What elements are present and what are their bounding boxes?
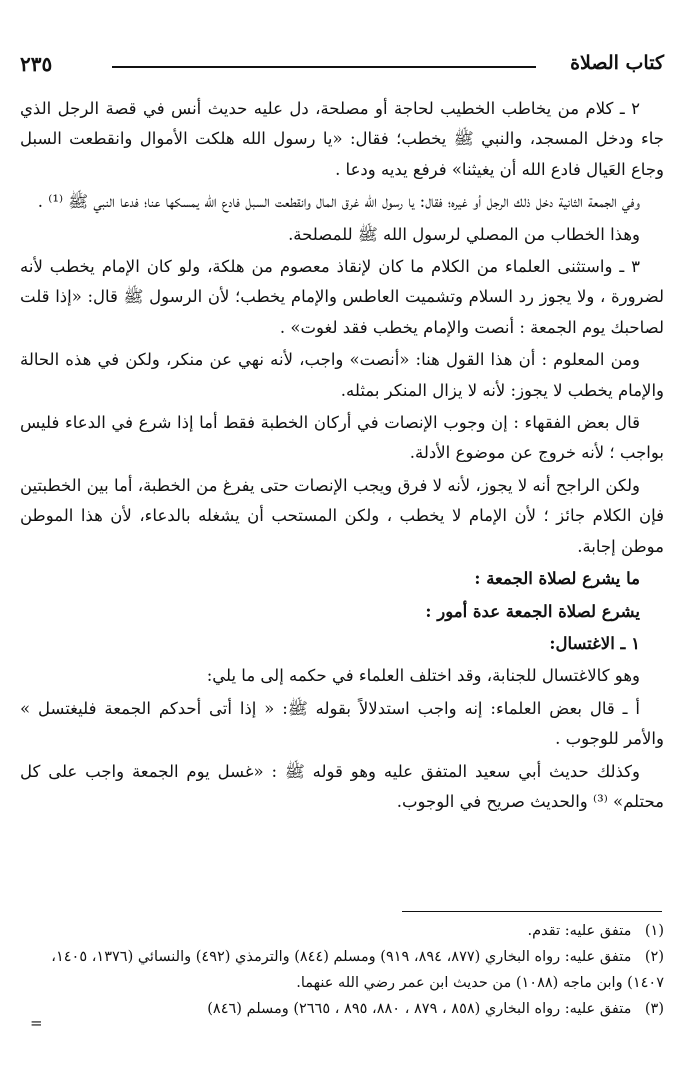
paragraph-2: وفي الجمعة الثانية دخل ذلك الرجل أو غيره؛ فقال: يا رسول الله غرق المال وانقطعت السبل فادع الله يمسكها عنا؛ فدعا النبي ﷺ ⁽¹⁾ .	[37, 192, 640, 212]
section-intro: يشرع لصلاة الجمعة عدة أمور :	[425, 601, 640, 621]
footnote-number: (٣)	[644, 1001, 664, 1017]
page-header	[20, 52, 664, 78]
header-rule	[112, 66, 536, 68]
footnote-1	[20, 918, 664, 944]
page-number: ٢٣٥	[20, 52, 53, 76]
footnote-rule	[402, 911, 662, 912]
footnote-number: (١)	[644, 923, 664, 939]
paragraph-3: وهذا الخطاب من المصلي لرسول الله ﷺ للمصلحة.	[288, 224, 640, 244]
paragraph-hadith: وكذلك حديث أبي سعيد المتفق عليه وهو قوله ﷺ : «غسل يوم الجمعة واجب على كل محتلم» ⁽³⁾ والحديث صريح في الوجوب.	[20, 761, 664, 811]
paragraph-1: ٢ ـ كلام من يخاطب الخطيب لحاجة أو مصلحة، دل عليه حديث أنس في قصة الرجل الذي جاء ودخل المسجد، والنبي ﷺ يخطب؛ فقال: «يا رسول الله هلكت الأموال وانقطعت السبل وجاع العَيال فادع الله أن يغيثنا» فرفع يديه ودعا .	[20, 99, 664, 179]
paragraph-ghusl: وهو كالاغتسال للجنابة، وقد اختلف العلماء في حكمه إلى ما يلي:	[206, 666, 640, 686]
footnote-text: متفق عليه: تقدم.	[527, 923, 632, 939]
footnote-3	[20, 996, 664, 1022]
footnote-text: متفق عليه: رواه البخاري (٨٧٧، ٨٩٤، ٩١٩) ومسلم (٨٤٤) والترمذي (٤٩٢) والنسائي (١٣٧٦، ١٤٠٥، ١٤٠٧) وابن ماجه (١٠٨٨) من حديث ابن عمر رضي الله عنهما.	[51, 949, 664, 991]
subheading-ghusl: ١ ـ الاغتسال:	[549, 633, 640, 653]
footnotes	[20, 918, 664, 1022]
paragraph-a: أ ـ قال بعض العلماء: إنه واجب استدلالاً بقوله ﷺ: « إذا أتى أحدكم الجمعة فليغتسل » والأمر للوجوب .	[20, 698, 664, 749]
footnote-2	[20, 944, 664, 996]
paragraph-6: قال بعض الفقهاء : إن وجوب الإنصات في أركان الخطبة فقط أما إذا شرع في الدعاء فليس بواجب ؛ لأنه خروج عن موضوع الأدلة.	[20, 413, 664, 463]
continuation-mark: =	[30, 1014, 43, 1032]
footnote-number: (٢)	[644, 949, 664, 965]
footnote-text: متفق عليه: رواه البخاري (٨٥٨ ، ٨٧٩ ، ٨٨٠، ٨٩٥ ، ٢٦٦٥) ومسلم (٨٤٦)	[207, 1001, 632, 1017]
paragraph-5: ومن المعلوم : أن هذا القول هنا: «أنصت» واجب، لأنه نهي عن منكر، ولكن في هذه الحالة والإمام يخطب لا يجوز: لأنه لا يزال المنكر بمثله.	[20, 350, 664, 400]
paragraph-4: ٣ ـ واستثنى العلماء من الكلام ما كان لإنقاذ معصوم من هلكة، ولو كان الإمام يخطب لأنه لضرورة ، ولا يجوز رد السلام وتشميت العاطس والإمام يخطب؛ لأن الرسول ﷺ قال: «إذا قلت لصاحبك يوم الجمعة : أنصت والإمام يخطب فقد لغوت» .	[20, 257, 664, 337]
section-heading: ما يشرع لصلاة الجمعة :	[474, 569, 640, 589]
main-text	[20, 94, 664, 819]
chapter-title: كتاب الصلاة	[570, 52, 664, 74]
paragraph-7: ولكن الراجح أنه لا يجوز، لأنه لا فرق ويجب الإنصات حتى يفرغ من الخطبة، أما بين الخطبتين فإن الكلام جائز ؛ لأن الإمام لا يخطب ، ولكن المستحب أن يشغله بالدعاء، لأن هذا الموطن موطن إجابة.	[20, 475, 664, 556]
